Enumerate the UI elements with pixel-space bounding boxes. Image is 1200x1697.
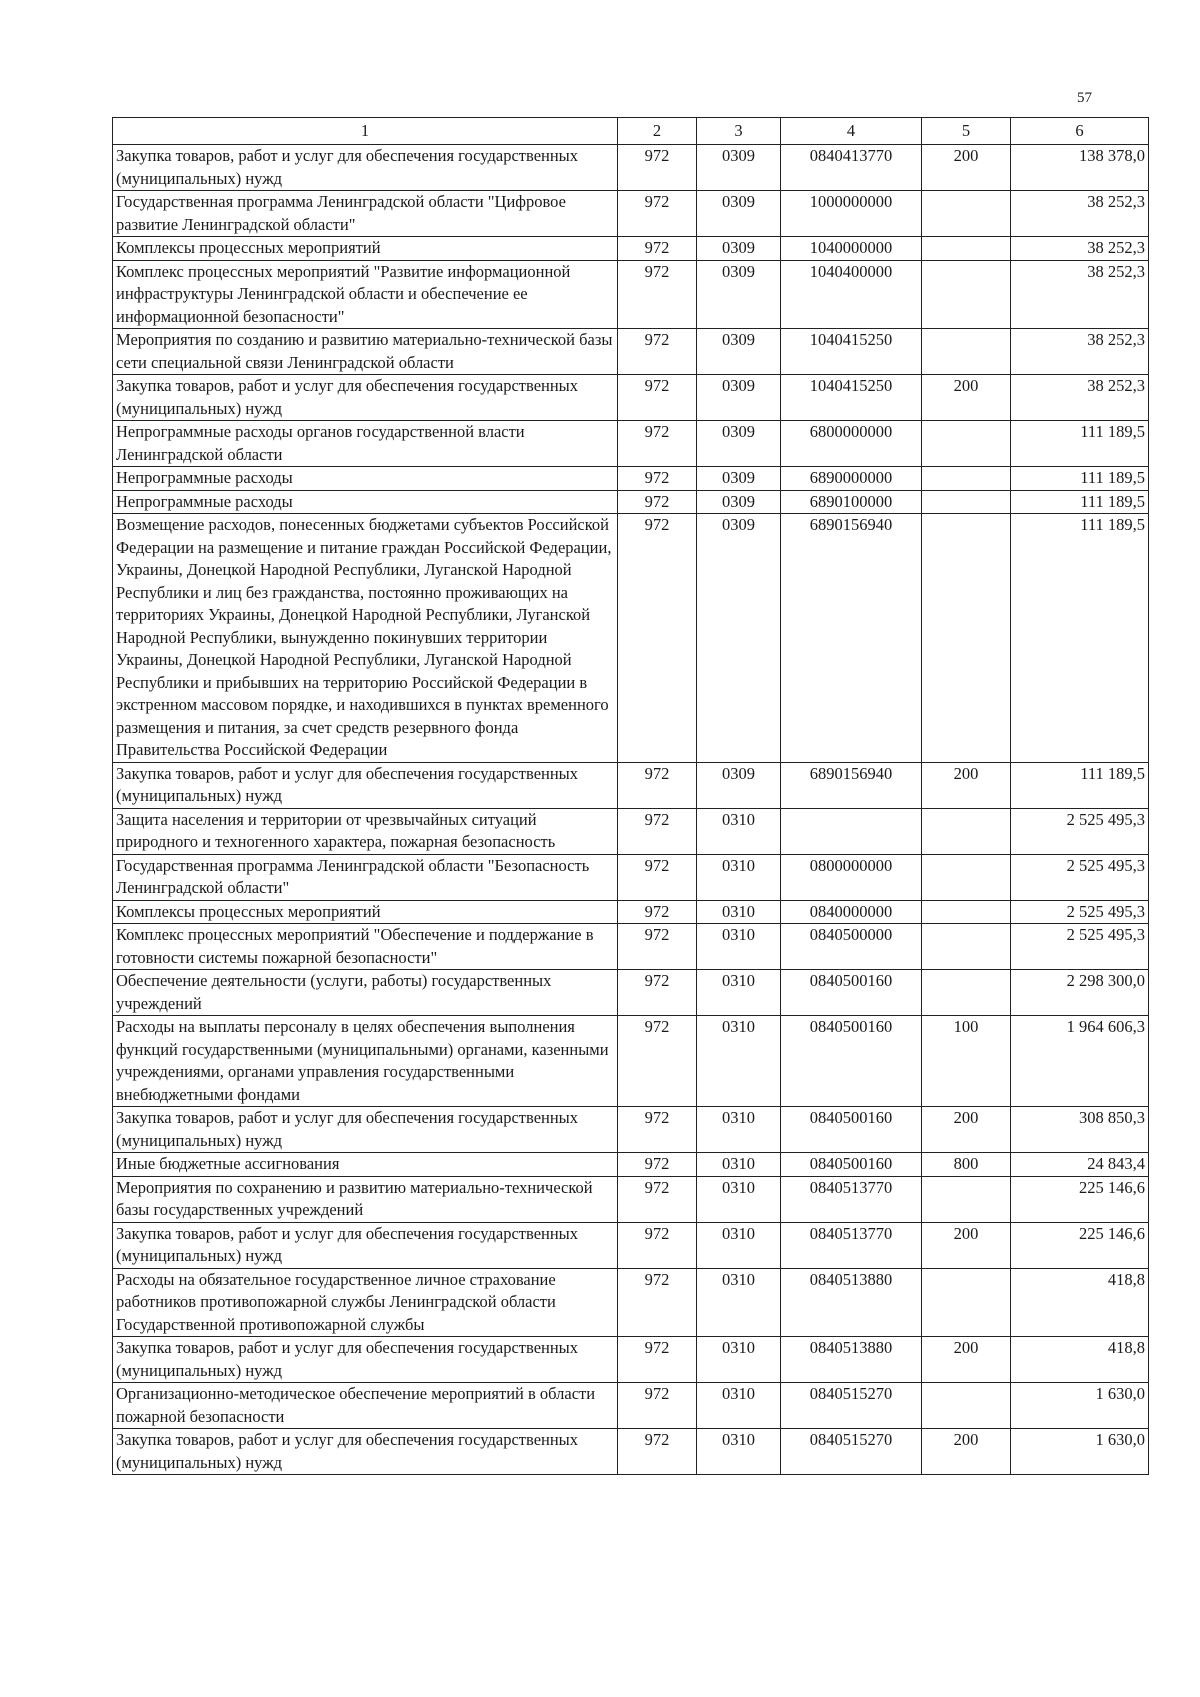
row-name: Закупка товаров, работ и услуг для обеспечения государственных (муниципальных) нужд: [113, 1107, 618, 1153]
row-section-code: 0310: [697, 1337, 781, 1383]
row-admin-code: 972: [618, 762, 697, 808]
row-target-article: 0840500160: [781, 1016, 922, 1107]
row-name: Государственная программа Ленинградской области "Цифровое развитие Ленинградской области": [113, 191, 618, 237]
header-col-4: 4: [781, 118, 922, 145]
row-target-article: 0840500000: [781, 924, 922, 970]
table-row: [113, 237, 1149, 261]
row-section-code: 0309: [697, 329, 781, 375]
row-name: Закупка товаров, работ и услуг для обеспечения государственных (муниципальных) нужд: [113, 375, 618, 421]
row-expense-type: [922, 467, 1011, 491]
table-row: [113, 1153, 1149, 1177]
table-row: [113, 1222, 1149, 1268]
row-admin-code: 972: [618, 467, 697, 491]
row-amount: 24 843,4: [1011, 1153, 1149, 1177]
row-admin-code: 972: [618, 514, 697, 763]
row-amount: 111 189,5: [1011, 421, 1149, 467]
table-row: [113, 421, 1149, 467]
header-col-6: 6: [1011, 118, 1149, 145]
table-row: [113, 1429, 1149, 1475]
row-admin-code: 972: [618, 970, 697, 1016]
row-target-article: 0840515270: [781, 1383, 922, 1429]
table-row: [113, 1016, 1149, 1107]
row-name: Расходы на выплаты персоналу в целях обеспечения выполнения функций государственными (муниципальными) органами, казенными учреждениями, органами управления государственными внебюджетными фондами: [113, 1016, 618, 1107]
row-section-code: 0309: [697, 260, 781, 329]
row-name: Закупка товаров, работ и услуг для обеспечения государственных (муниципальных) нужд: [113, 1429, 618, 1475]
row-amount: 418,8: [1011, 1268, 1149, 1337]
table-row: [113, 329, 1149, 375]
row-target-article: 6890156940: [781, 514, 922, 763]
row-target-article: 1040000000: [781, 237, 922, 261]
row-target-article: 0800000000: [781, 854, 922, 900]
row-section-code: 0310: [697, 1153, 781, 1177]
row-target-article: 0840413770: [781, 145, 922, 191]
row-amount: 38 252,3: [1011, 329, 1149, 375]
table-row: [113, 145, 1149, 191]
row-section-code: 0310: [697, 808, 781, 854]
row-section-code: 0310: [697, 1016, 781, 1107]
row-amount: 111 189,5: [1011, 514, 1149, 763]
row-expense-type: 100: [922, 1016, 1011, 1107]
row-amount: 38 252,3: [1011, 237, 1149, 261]
header-col-5: 5: [922, 118, 1011, 145]
row-amount: 38 252,3: [1011, 375, 1149, 421]
row-name: Защита населения и территории от чрезвычайных ситуаций природного и техногенного характера, пожарная безопасность: [113, 808, 618, 854]
header-row: [113, 118, 1149, 145]
row-section-code: 0310: [697, 1107, 781, 1153]
row-expense-type: [922, 924, 1011, 970]
row-admin-code: 972: [618, 1153, 697, 1177]
row-admin-code: 972: [618, 191, 697, 237]
row-admin-code: 972: [618, 1383, 697, 1429]
row-section-code: 0310: [697, 1176, 781, 1222]
row-name: Обеспечение деятельности (услуги, работы) государственных учреждений: [113, 970, 618, 1016]
row-admin-code: 972: [618, 1268, 697, 1337]
row-amount: 38 252,3: [1011, 191, 1149, 237]
table-row: [113, 900, 1149, 924]
row-admin-code: 972: [618, 329, 697, 375]
row-name: Организационно-методическое обеспечение мероприятий в области пожарной безопасности: [113, 1383, 618, 1429]
row-amount: 2 525 495,3: [1011, 900, 1149, 924]
row-admin-code: 972: [618, 237, 697, 261]
row-amount: 225 146,6: [1011, 1222, 1149, 1268]
row-expense-type: [922, 514, 1011, 763]
row-expense-type: 800: [922, 1153, 1011, 1177]
row-amount: 2 298 300,0: [1011, 970, 1149, 1016]
table-body: [113, 145, 1149, 1475]
table-row: [113, 854, 1149, 900]
row-name: Возмещение расходов, понесенных бюджетами субъектов Российской Федерации на размещение и питание граждан Российской Федерации, Украины, Донецкой Народной Республики, Луганской Народной Республики и лиц без гражданства, постоянно проживающих на территориях Украины, Донецкой Народной Республики, Луганской Народной Республики, вынужденно покинувших территории Украины, Донецкой Народной Республики, Луганской Народной Республики и прибывших на территорию Российской Федерации в экстренном массовом порядке, и находившихся в пунктах временного размещения и питания, за счет средств резервного фонда Правительства Российской Федерации: [113, 514, 618, 763]
row-name: Комплекс процессных мероприятий "Обеспечение и поддержание в готовности системы пожарной безопасности": [113, 924, 618, 970]
row-admin-code: 972: [618, 1337, 697, 1383]
row-expense-type: [922, 237, 1011, 261]
row-target-article: 0840513770: [781, 1222, 922, 1268]
row-name: Непрограммные расходы органов государственной власти Ленинградской области: [113, 421, 618, 467]
row-name: Непрограммные расходы: [113, 467, 618, 491]
table-row: [113, 970, 1149, 1016]
row-expense-type: [922, 1383, 1011, 1429]
row-section-code: 0310: [697, 970, 781, 1016]
row-admin-code: 972: [618, 1107, 697, 1153]
row-expense-type: [922, 1176, 1011, 1222]
row-name: Закупка товаров, работ и услуг для обеспечения государственных (муниципальных) нужд: [113, 145, 618, 191]
row-target-article: 0840500160: [781, 970, 922, 1016]
row-amount: 1 630,0: [1011, 1383, 1149, 1429]
row-section-code: 0309: [697, 375, 781, 421]
row-amount: 1 964 606,3: [1011, 1016, 1149, 1107]
row-expense-type: [922, 260, 1011, 329]
table-row: [113, 467, 1149, 491]
row-target-article: 6890100000: [781, 490, 922, 514]
row-target-article: 0840515270: [781, 1429, 922, 1475]
row-admin-code: 972: [618, 1176, 697, 1222]
row-section-code: 0309: [697, 490, 781, 514]
row-target-article: 6800000000: [781, 421, 922, 467]
row-target-article: 0840000000: [781, 900, 922, 924]
row-section-code: 0309: [697, 145, 781, 191]
row-expense-type: 200: [922, 145, 1011, 191]
row-expense-type: 200: [922, 1107, 1011, 1153]
page-number: 57: [1077, 90, 1092, 106]
table-row: [113, 1107, 1149, 1153]
row-target-article: 0840513770: [781, 1176, 922, 1222]
row-target-article: 6890156940: [781, 762, 922, 808]
row-admin-code: 972: [618, 1429, 697, 1475]
row-target-article: 1040400000: [781, 260, 922, 329]
row-amount: 418,8: [1011, 1337, 1149, 1383]
table-row: [113, 924, 1149, 970]
row-admin-code: 972: [618, 900, 697, 924]
row-admin-code: 972: [618, 1016, 697, 1107]
row-section-code: 0309: [697, 514, 781, 763]
header-col-1: 1: [113, 118, 618, 145]
row-section-code: 0310: [697, 854, 781, 900]
row-section-code: 0309: [697, 467, 781, 491]
row-target-article: 6890000000: [781, 467, 922, 491]
row-section-code: 0310: [697, 924, 781, 970]
row-section-code: 0310: [697, 1383, 781, 1429]
table-row: [113, 808, 1149, 854]
table-row: [113, 514, 1149, 763]
row-target-article: 1040415250: [781, 329, 922, 375]
row-expense-type: [922, 191, 1011, 237]
row-expense-type: [922, 329, 1011, 375]
row-section-code: 0309: [697, 191, 781, 237]
row-admin-code: 972: [618, 145, 697, 191]
row-name: Мероприятия по сохранению и развитию материально-технической базы государственных учреждений: [113, 1176, 618, 1222]
row-section-code: 0309: [697, 762, 781, 808]
row-amount: 2 525 495,3: [1011, 854, 1149, 900]
row-target-article: 1040415250: [781, 375, 922, 421]
row-expense-type: [922, 421, 1011, 467]
row-name: Непрограммные расходы: [113, 490, 618, 514]
row-amount: 308 850,3: [1011, 1107, 1149, 1153]
table-row: [113, 1383, 1149, 1429]
table-row: [113, 260, 1149, 329]
row-amount: 225 146,6: [1011, 1176, 1149, 1222]
table-row: [113, 490, 1149, 514]
row-target-article: 0840500160: [781, 1107, 922, 1153]
row-admin-code: 972: [618, 375, 697, 421]
row-amount: 111 189,5: [1011, 467, 1149, 491]
row-amount: 2 525 495,3: [1011, 924, 1149, 970]
table-row: [113, 762, 1149, 808]
table-row: [113, 1268, 1149, 1337]
row-amount: 2 525 495,3: [1011, 808, 1149, 854]
row-name: Государственная программа Ленинградской области "Безопасность Ленинградской области": [113, 854, 618, 900]
header-col-3: 3: [697, 118, 781, 145]
row-expense-type: 200: [922, 762, 1011, 808]
table-header: [113, 118, 1149, 145]
row-section-code: 0310: [697, 1268, 781, 1337]
row-expense-type: 200: [922, 1337, 1011, 1383]
row-amount: 111 189,5: [1011, 762, 1149, 808]
row-section-code: 0309: [697, 237, 781, 261]
row-target-article: [781, 808, 922, 854]
row-admin-code: 972: [618, 854, 697, 900]
row-expense-type: 200: [922, 1429, 1011, 1475]
row-target-article: 0840513880: [781, 1337, 922, 1383]
row-amount: 111 189,5: [1011, 490, 1149, 514]
row-expense-type: [922, 808, 1011, 854]
row-target-article: 0840513880: [781, 1268, 922, 1337]
row-expense-type: [922, 970, 1011, 1016]
row-target-article: 0840500160: [781, 1153, 922, 1177]
row-section-code: 0310: [697, 1222, 781, 1268]
row-admin-code: 972: [618, 924, 697, 970]
row-amount: 38 252,3: [1011, 260, 1149, 329]
row-admin-code: 972: [618, 1222, 697, 1268]
row-name: Закупка товаров, работ и услуг для обеспечения государственных (муниципальных) нужд: [113, 1337, 618, 1383]
row-name: Мероприятия по созданию и развитию материально-технической базы сети специальной связи Ленинградской области: [113, 329, 618, 375]
row-expense-type: [922, 900, 1011, 924]
row-section-code: 0309: [697, 421, 781, 467]
row-name: Расходы на обязательное государственное личное страхование работников противопожарной службы Ленинградской области Государственной противопожарной службы: [113, 1268, 618, 1337]
row-name: Закупка товаров, работ и услуг для обеспечения государственных (муниципальных) нужд: [113, 1222, 618, 1268]
row-name: Закупка товаров, работ и услуг для обеспечения государственных (муниципальных) нужд: [113, 762, 618, 808]
row-name: Комплексы процессных мероприятий: [113, 900, 618, 924]
row-expense-type: [922, 490, 1011, 514]
row-section-code: 0310: [697, 900, 781, 924]
row-expense-type: 200: [922, 375, 1011, 421]
table-row: [113, 191, 1149, 237]
row-section-code: 0310: [697, 1429, 781, 1475]
table-row: [113, 1337, 1149, 1383]
row-admin-code: 972: [618, 808, 697, 854]
row-amount: 1 630,0: [1011, 1429, 1149, 1475]
row-name: Комплекс процессных мероприятий "Развитие информационной инфраструктуры Ленинградской области и обеспечение ее информационной безопасности": [113, 260, 618, 329]
row-admin-code: 972: [618, 490, 697, 514]
row-expense-type: 200: [922, 1222, 1011, 1268]
table-row: [113, 1176, 1149, 1222]
row-admin-code: 972: [618, 260, 697, 329]
row-expense-type: [922, 1268, 1011, 1337]
row-name: Иные бюджетные ассигнования: [113, 1153, 618, 1177]
row-target-article: 1000000000: [781, 191, 922, 237]
budget-table: [112, 117, 1149, 1475]
row-admin-code: 972: [618, 421, 697, 467]
row-amount: 138 378,0: [1011, 145, 1149, 191]
row-expense-type: [922, 854, 1011, 900]
table-row: [113, 375, 1149, 421]
header-col-2: 2: [618, 118, 697, 145]
row-name: Комплексы процессных мероприятий: [113, 237, 618, 261]
